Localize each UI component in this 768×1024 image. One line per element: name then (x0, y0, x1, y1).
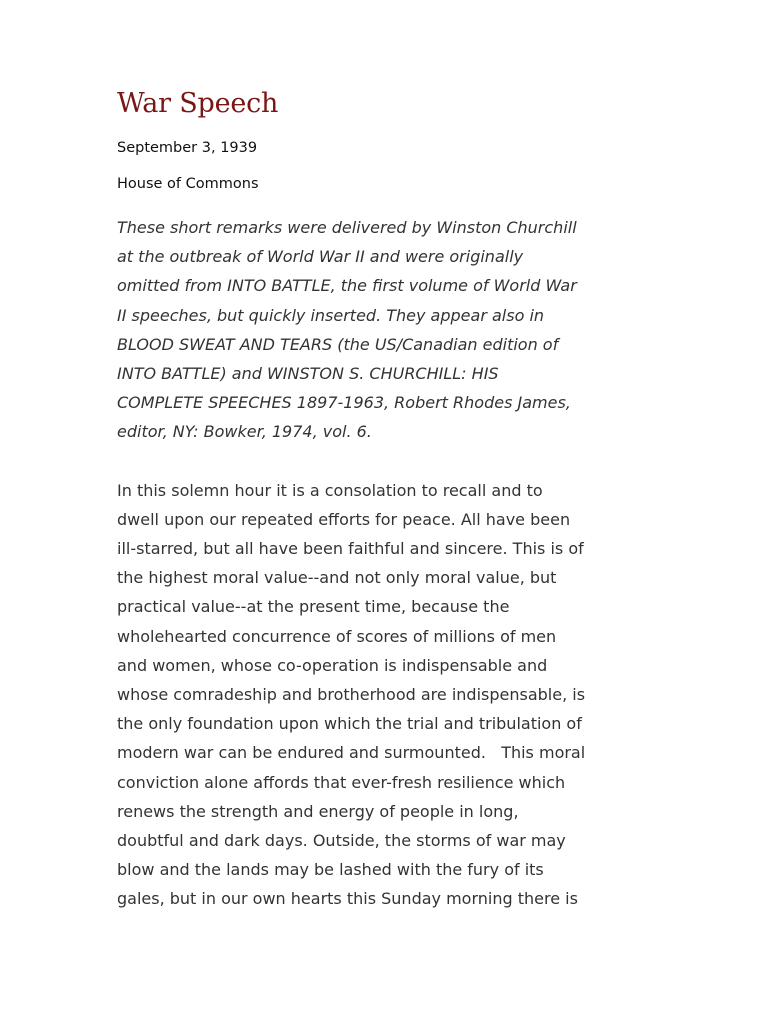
body-line: blow and the lands may be lashed with the fury of its (117, 860, 544, 880)
body-line: modern war can be endured and surmounted. This moral (117, 743, 586, 763)
body-line: gales, but in our own hearts this Sunday morning there is (117, 889, 578, 909)
speech-venue: House of Commons (117, 176, 259, 192)
intro-line: at the outbreak of World War II and were originally (117, 247, 524, 267)
body-line: In this solemn hour it is a consolation to recall and to (117, 480, 543, 500)
page-title: War Speech (117, 88, 279, 119)
body-line: practical value--at the present time, because the (117, 597, 510, 617)
intro-line: COMPLETE SPEECHES 1897-1963, Robert Rhodes James, (117, 393, 571, 413)
intro-paragraph (117, 213, 657, 447)
body-line: conviction alone affords that ever-fresh resilience which (117, 772, 566, 792)
body-line: the only foundation upon which the trial and tribulation of (117, 714, 582, 734)
intro-line: II speeches, but quickly inserted. They appear also in (117, 305, 545, 325)
body-line: ill-starred, but all have been faithful and sincere. This is of (117, 539, 584, 559)
intro-line: omitted from INTO BATTLE, the first volume of World War (117, 276, 577, 296)
body-line: whose comradeship and brotherhood are indispensable, is (117, 685, 586, 705)
body-line: wholehearted concurrence of scores of millions of men (117, 626, 557, 646)
intro-line: BLOOD SWEAT AND TEARS (the US/Canadian edition of (117, 334, 559, 354)
intro-line: INTO BATTLE) and WINSTON S. CHURCHILL: HIS (117, 364, 499, 384)
intro-line: editor, NY: Bowker, 1974, vol. 6. (117, 422, 372, 442)
body-line: dwell upon our repeated efforts for peace. All have been (117, 509, 571, 529)
body-line: and women, whose co-operation is indispensable and (117, 655, 548, 675)
body-line: the highest moral value--and not only moral value, but (117, 568, 557, 588)
document-content (117, 84, 657, 914)
speech-date: September 3, 1939 (117, 140, 258, 156)
speech-body-paragraph (117, 476, 657, 914)
body-line: renews the strength and energy of people in long, (117, 801, 519, 821)
intro-line: These short remarks were delivered by Winston Churchill (117, 218, 577, 237)
body-line: doubtful and dark days. Outside, the storms of war may (117, 831, 566, 851)
